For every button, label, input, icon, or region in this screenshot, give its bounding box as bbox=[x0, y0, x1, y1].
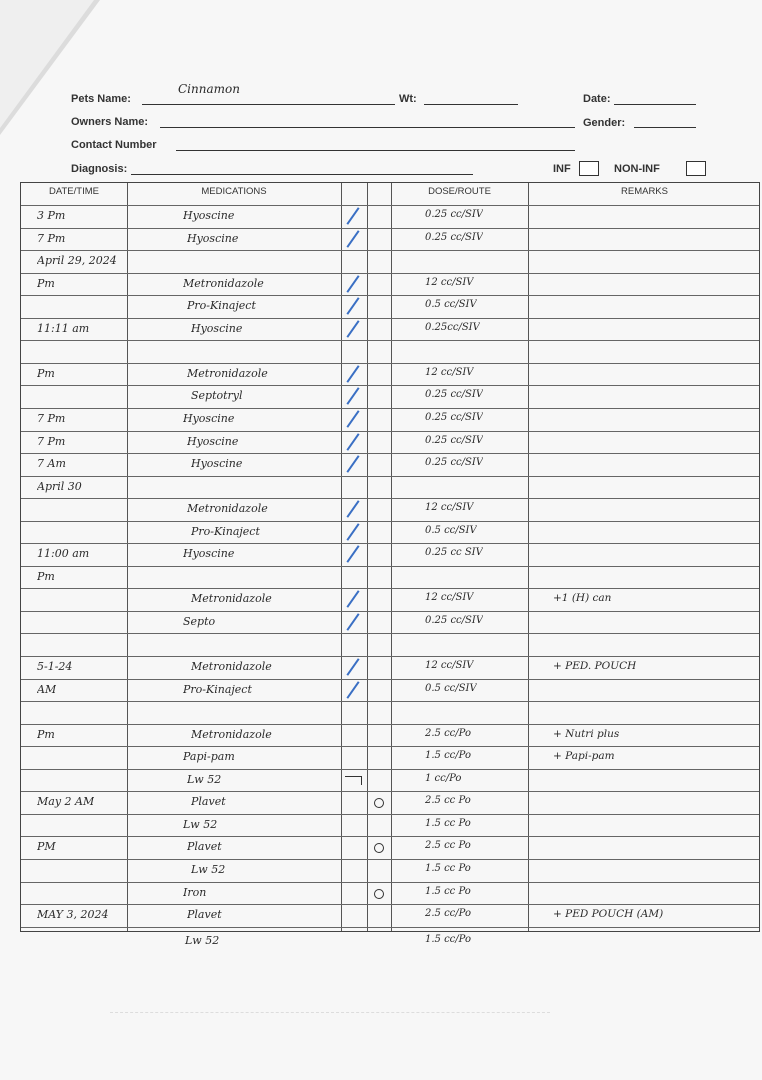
row-divider bbox=[21, 859, 759, 860]
remarks-cell: +1 (H) can bbox=[553, 592, 612, 605]
page-corner-highlight bbox=[0, 0, 94, 128]
date-cell: April 30 bbox=[37, 479, 82, 493]
medication-cell: Lw 52 bbox=[191, 862, 226, 876]
date-cell: 11:00 am bbox=[37, 547, 90, 561]
overflow-medication: Lw 52 bbox=[185, 933, 220, 947]
owners-name-label: Owners Name: bbox=[71, 116, 149, 128]
row-divider bbox=[21, 340, 759, 341]
header-medications: MEDICATIONS bbox=[201, 186, 267, 197]
treatment-table bbox=[20, 182, 760, 947]
medication-cell: Plavet bbox=[191, 795, 226, 809]
row-divider bbox=[21, 724, 759, 725]
row-divider bbox=[21, 453, 759, 454]
overflow-dose: 1.5 cc/Po bbox=[425, 933, 471, 945]
row-divider bbox=[21, 250, 759, 251]
medication-cell: Plavet bbox=[187, 840, 222, 854]
row-divider bbox=[21, 836, 759, 837]
dose-route-cell: 1.5 cc/Po bbox=[425, 750, 471, 762]
dose-route-cell: 0.25cc/SIV bbox=[425, 321, 480, 333]
diagnosis-label: Diagnosis: bbox=[71, 163, 128, 175]
dose-route-cell: 0.25 cc/SIV bbox=[425, 389, 484, 401]
header-dose-route: DOSE/ROUTE bbox=[428, 186, 491, 197]
contact-number-label: Contact Number bbox=[71, 139, 157, 151]
row-divider bbox=[21, 791, 759, 792]
dose-route-cell: 0.25 cc/SIV bbox=[425, 457, 484, 469]
dose-route-cell: 1.5 cc Po bbox=[425, 817, 471, 829]
dose-route-cell: 0.25 cc SIV bbox=[425, 547, 483, 559]
dose-route-cell: 12 cc/SIV bbox=[425, 366, 474, 378]
medication-cell: Metronidazole bbox=[191, 727, 272, 741]
check-mark-icon bbox=[346, 613, 359, 631]
date-cell: 7 Am bbox=[37, 457, 66, 471]
check-mark-icon bbox=[346, 207, 359, 225]
row-divider bbox=[21, 205, 759, 206]
gender-line bbox=[634, 127, 696, 128]
date-cell: 5-1-24 bbox=[37, 660, 73, 673]
row-divider bbox=[21, 273, 759, 274]
row-divider bbox=[21, 228, 759, 229]
dose-route-cell: 12 cc/SIV bbox=[425, 592, 474, 604]
remarks-cell: + PED. POUCH bbox=[553, 660, 637, 672]
check-mark-icon bbox=[346, 500, 359, 518]
pets-name-label: Pets Name: bbox=[71, 93, 131, 105]
wt-line bbox=[424, 104, 518, 105]
check-mark-icon bbox=[346, 591, 359, 609]
medication-cell: Hyoscine bbox=[187, 434, 239, 448]
row-divider bbox=[21, 543, 759, 544]
medication-cell: Septo bbox=[183, 614, 216, 628]
date-cell: 7 Pm bbox=[37, 411, 66, 425]
date-cell: 7 Pm bbox=[37, 434, 66, 448]
inf-checkbox[interactable] bbox=[579, 161, 599, 176]
pets-name-line bbox=[142, 104, 395, 105]
circle-mark-icon bbox=[374, 843, 384, 853]
row-divider bbox=[21, 701, 759, 702]
date-cell: April 29, 2024 bbox=[37, 254, 117, 268]
circle-mark-icon bbox=[374, 889, 384, 899]
medication-cell: Pro-Kinaject bbox=[191, 524, 260, 538]
medication-cell: Metronidazole bbox=[183, 276, 264, 290]
gender-label: Gender: bbox=[583, 117, 626, 129]
circle-mark-icon bbox=[374, 798, 384, 808]
medication-cell: Hyoscine bbox=[191, 321, 243, 335]
medication-cell: Hyoscine bbox=[183, 411, 235, 425]
check-mark-icon bbox=[346, 230, 359, 248]
date-line bbox=[614, 104, 696, 105]
owners-name-line bbox=[160, 127, 575, 128]
row-divider bbox=[21, 769, 759, 770]
check-mark-icon bbox=[346, 433, 359, 451]
date-label: Date: bbox=[583, 93, 611, 105]
date-cell: PM bbox=[37, 840, 56, 854]
dose-route-cell: 1.5 cc Po bbox=[425, 885, 471, 897]
dose-route-cell: 2.5 cc/Po bbox=[425, 727, 471, 739]
date-cell: Pm bbox=[37, 727, 55, 741]
date-cell: Pm bbox=[37, 276, 55, 290]
medication-cell: Hyoscine bbox=[183, 547, 235, 561]
row-divider bbox=[21, 476, 759, 477]
row-divider bbox=[21, 318, 759, 319]
row-divider bbox=[21, 431, 759, 432]
medication-cell: Lw 52 bbox=[183, 817, 218, 831]
date-cell: 3 Pm bbox=[37, 209, 66, 222]
row-divider bbox=[21, 656, 759, 657]
noninf-checkbox[interactable] bbox=[686, 161, 706, 176]
dose-route-cell: 0.25 cc/SIV bbox=[425, 231, 484, 243]
medication-cell: Septotryl bbox=[191, 389, 243, 403]
medication-cell: Metronidazole bbox=[187, 502, 268, 516]
check-mark-icon bbox=[346, 275, 359, 293]
row-divider bbox=[21, 633, 759, 634]
header-remarks: REMARKS bbox=[621, 186, 668, 197]
check-mark-icon bbox=[346, 523, 359, 541]
dose-route-cell: 2.5 cc Po bbox=[425, 840, 471, 852]
inf-label: INF bbox=[553, 163, 571, 175]
check-mark-icon bbox=[346, 455, 359, 473]
remarks-cell: + PED POUCH (AM) bbox=[553, 908, 664, 921]
hook-mark-icon bbox=[345, 776, 362, 785]
check-mark-icon bbox=[346, 320, 359, 338]
remarks-cell: + Papi-pam bbox=[553, 750, 615, 763]
dose-route-cell: 0.25 cc/SIV bbox=[425, 209, 484, 220]
medication-cell: Hyoscine bbox=[191, 457, 243, 471]
row-divider bbox=[21, 566, 759, 567]
remarks-cell: + Nutri plus bbox=[553, 727, 620, 740]
medication-cell: Plavet bbox=[187, 908, 222, 922]
medication-cell: Metronidazole bbox=[187, 366, 268, 380]
dose-route-cell: 0.5 cc/SIV bbox=[425, 524, 477, 536]
dose-route-cell: 0.5 cc/SIV bbox=[425, 299, 477, 311]
medication-cell: Pro-Kinaject bbox=[187, 299, 256, 313]
medication-cell: Lw 52 bbox=[187, 772, 222, 786]
diagnosis-line bbox=[131, 174, 473, 175]
dose-route-cell: 1 cc/Po bbox=[425, 772, 462, 784]
dose-route-cell: 0.25 cc/SIV bbox=[425, 411, 484, 423]
row-divider bbox=[21, 746, 759, 747]
date-cell: AM bbox=[37, 682, 57, 696]
row-divider bbox=[21, 521, 759, 522]
medication-cell: Iron bbox=[183, 885, 207, 899]
dose-route-cell: 12 cc/SIV bbox=[425, 660, 474, 671]
date-cell: 7 Pm bbox=[37, 231, 66, 245]
row-divider bbox=[21, 295, 759, 296]
medication-cell: Metronidazole bbox=[191, 660, 272, 673]
row-divider bbox=[21, 498, 759, 499]
dose-route-cell: 0.5 cc/SIV bbox=[425, 682, 477, 694]
dose-route-cell: 0.25 cc/SIV bbox=[425, 614, 484, 626]
row-divider bbox=[21, 814, 759, 815]
dose-route-cell: 12 cc/SIV bbox=[425, 276, 474, 288]
header-datetime: DATE/TIME bbox=[49, 186, 99, 197]
pets-name-value: Cinnamon bbox=[178, 82, 240, 96]
dose-route-cell: 12 cc/SIV bbox=[425, 502, 474, 514]
row-divider bbox=[21, 588, 759, 589]
medication-cell: Metronidazole bbox=[191, 592, 272, 606]
noninf-label: NON-INF bbox=[614, 163, 660, 175]
check-mark-icon bbox=[346, 410, 359, 428]
date-cell: May 2 AM bbox=[37, 795, 95, 809]
row-divider bbox=[21, 385, 759, 386]
medication-cell: Hyoscine bbox=[183, 209, 235, 222]
row-divider bbox=[21, 679, 759, 680]
row-divider bbox=[21, 408, 759, 409]
check-mark-icon bbox=[346, 545, 359, 563]
dose-route-cell: 2.5 cc Po bbox=[425, 795, 471, 807]
date-cell: Pm bbox=[37, 366, 55, 380]
wt-label: Wt: bbox=[399, 93, 417, 105]
check-mark-icon bbox=[346, 297, 359, 315]
check-mark-icon bbox=[346, 658, 359, 676]
contact-number-line bbox=[176, 150, 575, 151]
row-divider bbox=[21, 927, 759, 928]
check-mark-icon bbox=[346, 365, 359, 383]
scan-artifact-line bbox=[110, 1012, 550, 1013]
date-cell: MAY 3, 2024 bbox=[37, 908, 109, 922]
date-cell: Pm bbox=[37, 569, 55, 583]
check-mark-icon bbox=[346, 388, 359, 406]
dose-route-cell: 1.5 cc Po bbox=[425, 862, 471, 874]
row-divider bbox=[21, 611, 759, 612]
row-divider bbox=[21, 363, 759, 364]
row-divider bbox=[21, 882, 759, 883]
check-mark-icon bbox=[346, 681, 359, 699]
medication-cell: Hyoscine bbox=[187, 231, 239, 245]
date-cell: 11:11 am bbox=[37, 321, 90, 335]
medication-cell: Pro-Kinaject bbox=[183, 682, 252, 696]
row-divider bbox=[21, 904, 759, 905]
dose-route-cell: 2.5 cc/Po bbox=[425, 908, 471, 920]
dose-route-cell: 0.25 cc/SIV bbox=[425, 434, 484, 446]
medication-cell: Papi-pam bbox=[183, 750, 235, 764]
